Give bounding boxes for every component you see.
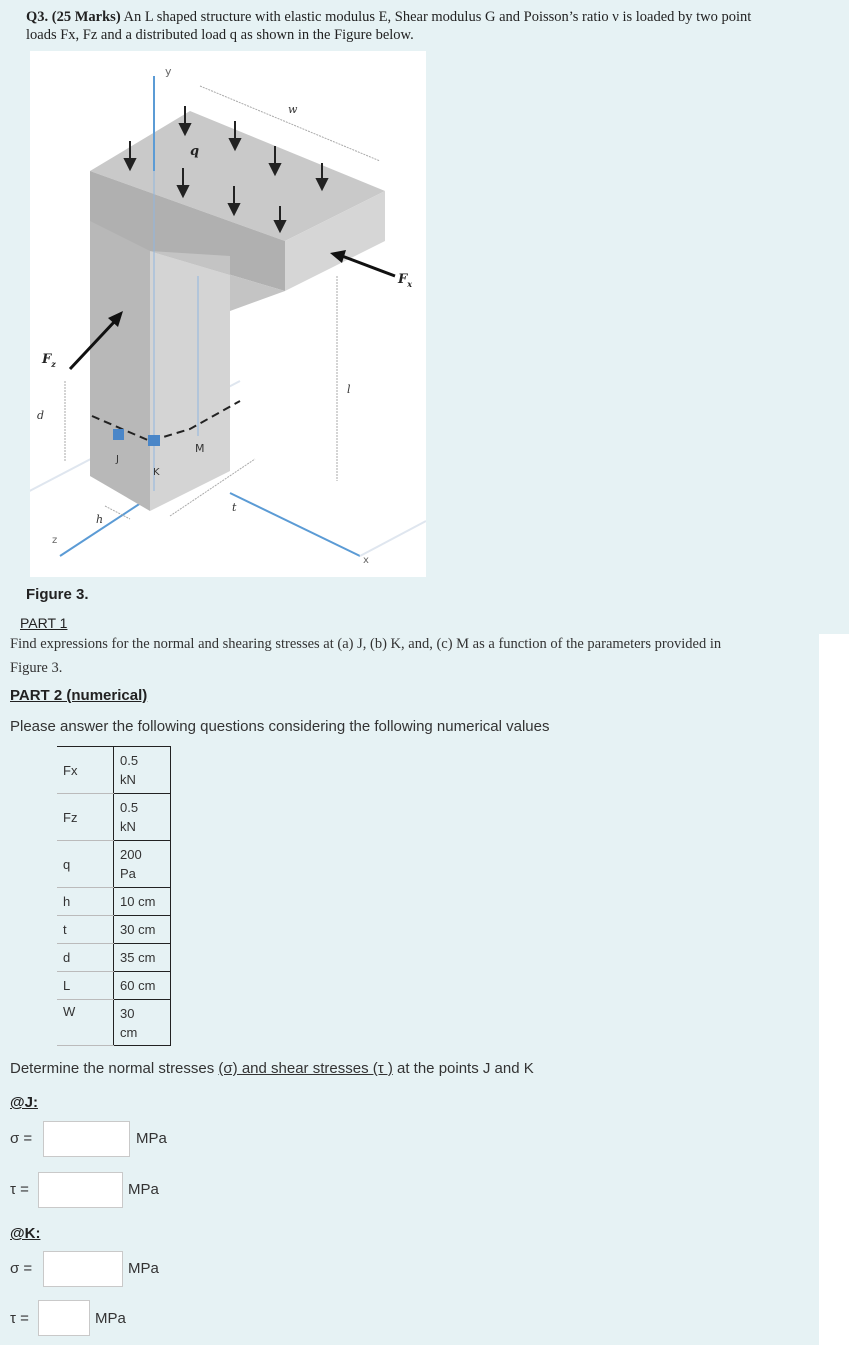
- value-cell: [114, 841, 171, 888]
- table-row: [57, 841, 171, 888]
- table-row: [57, 794, 171, 841]
- table-row: [57, 888, 171, 916]
- part1-heading: PART 1: [20, 615, 68, 631]
- fz-sub: z: [51, 359, 56, 369]
- value-line1: 0.5: [120, 800, 139, 815]
- j-tau-input[interactable]: [38, 1172, 123, 1208]
- table-row: [57, 747, 171, 794]
- w-label: w: [288, 103, 298, 116]
- value-line1: 0.5: [120, 753, 139, 768]
- x-axis-line: [230, 493, 360, 556]
- value-name: Fx: [57, 747, 114, 794]
- value-line2: kN: [120, 772, 136, 787]
- determine-prefix: Determine the normal stresses: [10, 1060, 219, 1077]
- value-line2: kN: [120, 819, 136, 834]
- part2-heading: PART 2 (numerical): [10, 687, 148, 704]
- fx-label: F: [398, 272, 408, 287]
- point-j-heading: @J:: [10, 1094, 38, 1111]
- fz-label: F: [42, 352, 52, 367]
- t-label: t: [232, 501, 237, 514]
- question-number: Q3.: [26, 9, 49, 25]
- h-label: h: [96, 513, 104, 526]
- j-sigma-input[interactable]: [43, 1121, 130, 1157]
- fx-arrow: [342, 256, 395, 276]
- floor-line-right: [360, 521, 426, 556]
- k-tau-unit: MPa: [95, 1310, 126, 1327]
- point-j-marker: [113, 429, 124, 440]
- k-sigma-input[interactable]: [43, 1251, 123, 1287]
- k-label: K: [153, 467, 160, 478]
- value-line2: Pa: [120, 866, 136, 881]
- k-tau-label: τ =: [10, 1310, 29, 1327]
- value-name: W: [57, 1000, 114, 1046]
- y-axis-label: y: [165, 65, 172, 78]
- value-line1: 30: [120, 1005, 135, 1021]
- value-cell: [114, 1000, 171, 1046]
- figure-3: [30, 51, 426, 577]
- table-row: [57, 1000, 171, 1046]
- question-header: [26, 8, 841, 44]
- j-tau-label: τ =: [10, 1181, 29, 1198]
- k-sigma-label: σ =: [10, 1260, 33, 1277]
- k-tau-input[interactable]: [38, 1300, 90, 1336]
- value-name: Fz: [57, 794, 114, 841]
- d-label: d: [37, 409, 45, 422]
- determine-suffix: at the points J and K: [392, 1060, 534, 1077]
- table-row: [57, 916, 171, 944]
- x-axis-label: x: [363, 555, 369, 566]
- table-row: [57, 944, 171, 972]
- value-cell: 30 cm: [114, 916, 171, 944]
- value-cell: 35 cm: [114, 944, 171, 972]
- value-name: h: [57, 888, 114, 916]
- value-name: q: [57, 841, 114, 888]
- fx-sub: x: [407, 279, 413, 289]
- part2-intro: Please answer the following questions considering the following numerical values: [10, 718, 550, 735]
- value-cell: [114, 794, 171, 841]
- z-axis-label: z: [52, 535, 58, 546]
- value-name: d: [57, 944, 114, 972]
- part1-text-line2: Figure 3.: [10, 660, 63, 676]
- table-row: [57, 972, 171, 1000]
- value-line2: cm: [120, 1024, 138, 1040]
- q-label: q: [190, 144, 200, 159]
- point-k-marker: [148, 435, 160, 446]
- question-marks: (25 Marks): [51, 9, 121, 25]
- value-name: t: [57, 916, 114, 944]
- question-text-line1: An L shaped structure with elastic modulus E, Shear modulus G and Poisson’s ratio ν is loaded by two point: [123, 9, 752, 25]
- part1-text: [10, 632, 815, 680]
- value-cell: 60 cm: [114, 972, 171, 1000]
- k-sigma-unit: MPa: [128, 1260, 159, 1277]
- part1-text-line1: Find expressions for the normal and shearing stresses at (a) J, (b) K, and, (c) M as a function of the parameters provided in: [10, 636, 722, 652]
- figure-caption: Figure 3.: [26, 586, 89, 603]
- value-name: L: [57, 972, 114, 1000]
- value-cell: 10 cm: [114, 888, 171, 916]
- determine-text: [10, 1060, 534, 1077]
- j-tau-unit: MPa: [128, 1181, 159, 1198]
- j-sigma-unit: MPa: [136, 1130, 167, 1147]
- svg-text:Fz: [41, 352, 56, 369]
- m-label: M: [195, 442, 205, 455]
- determine-sigma-tau: (σ) and shear stresses (τ ): [218, 1060, 393, 1077]
- svg-text:Fx: [397, 272, 412, 289]
- value-line1: 200: [120, 847, 142, 862]
- j-label: J: [116, 454, 119, 465]
- value-cell: [114, 747, 171, 794]
- z-axis-line: [60, 497, 150, 556]
- question-text-line2: loads Fx, Fz and a distributed load q as shown in the Figure below.: [26, 27, 414, 43]
- point-k-heading: @K:: [10, 1225, 41, 1242]
- j-sigma-label: σ =: [10, 1130, 33, 1147]
- l-label: l: [347, 383, 351, 396]
- l-structure-diagram: [30, 51, 426, 577]
- values-table: [57, 746, 171, 1046]
